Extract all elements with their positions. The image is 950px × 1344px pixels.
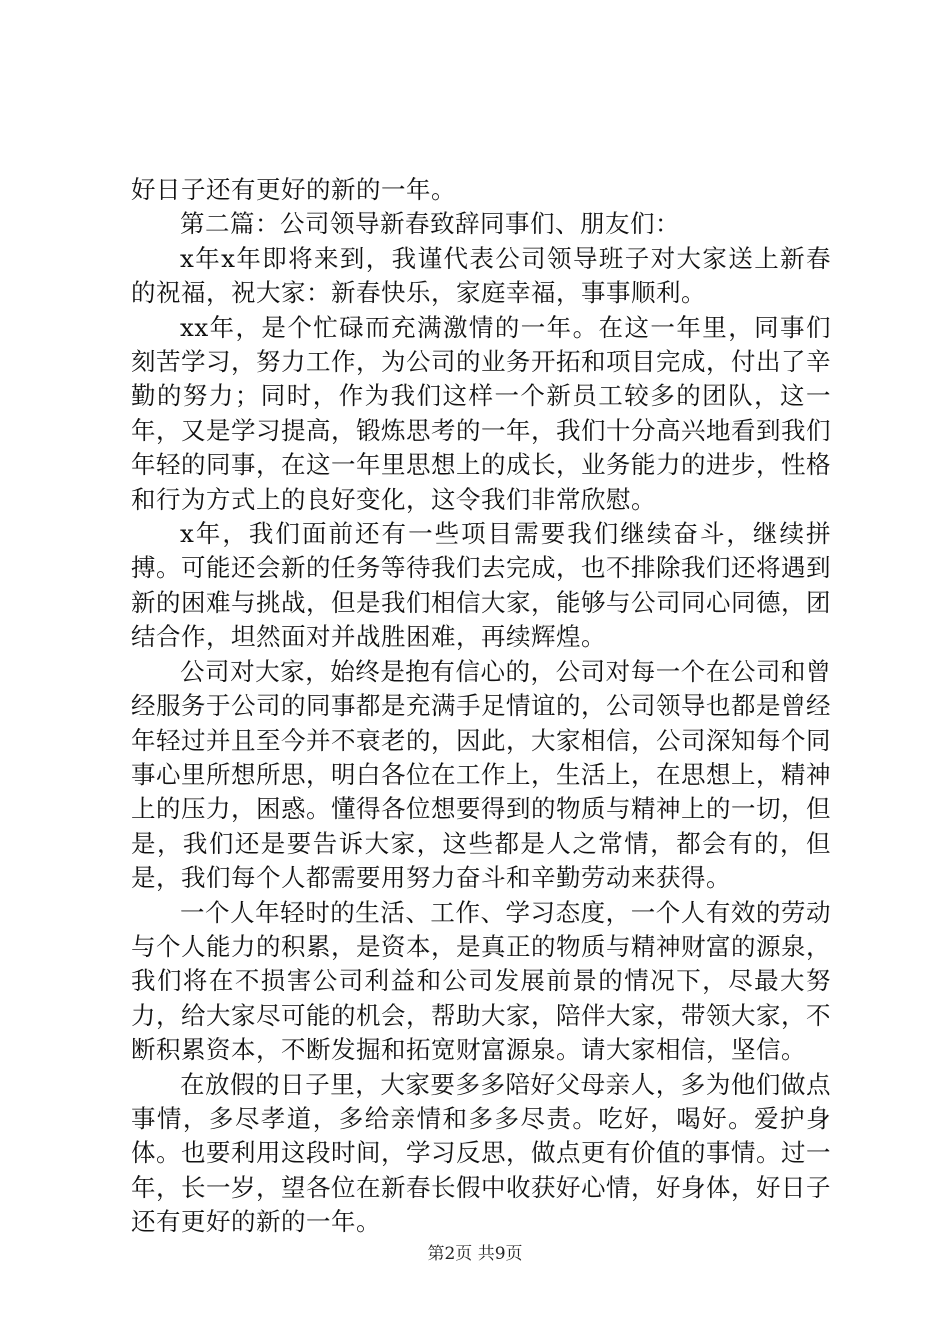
document-body xyxy=(131,173,831,1240)
paragraph: 一个人年轻时的生活、工作、学习态度，一个人有效的劳动与个人能力的积累，是资本，是真正的物质与精神财富的源泉，我们将在不损害公司利益和公司发展前景的情况下，尽最大努力，给大家尽可能的机会，帮助大家，陪伴大家，带领大家，不断积累资本，不断发掘和拓宽财富源泉。请大家相信，坚信。 xyxy=(131,897,831,1065)
section-heading: 第二篇：公司领导新春致辞同事们、朋友们： xyxy=(180,209,680,239)
paragraph: 公司对大家，始终是抱有信心的，公司对每一个在公司和曾经服务于公司的同事都是充满手足情谊的，公司领导也都是曾经年轻过并且至今并不衰老的，因此，大家相信，公司深知每个同事心里所想所思，明白各位在工作上，生活上，在思想上，精神上的压力，困惑。懂得各位想要得到的物质与精神上的一切，但是，我们还是要告诉大家，这些都是人之常情，都会有的，但是，我们每个人都需要用努力奋斗和辛勤劳动来获得。 xyxy=(131,656,831,893)
paragraph: x年x年即将来到，我谨代表公司领导班子对大家送上新春的祝福，祝大家：新春快乐，家庭幸福，事事顺利。 xyxy=(131,243,831,308)
paragraph: 好日子还有更好的新的一年。 xyxy=(131,175,456,204)
page-number-footer: 第2页 共9页 xyxy=(427,1244,523,1264)
paragraph: x年，我们面前还有一些项目需要我们继续奋斗，继续拼搏。可能还会新的任务等待我们去完成，也不排除我们还将遇到新的困难与挑战，但是我们相信大家，能够与公司同心同德，团结合作，坦然面对并战胜困难，再续辉煌。 xyxy=(131,519,831,652)
paragraph: xx年，是个忙碌而充满激情的一年。在这一年里，同事们刻苦学习，努力工作，为公司的业务开拓和项目完成，付出了辛勤的努力；同时，作为我们这样一个新员工较多的团队，这一年，又是学习提高，锻炼思考的一年，我们十分高兴地看到我们年轻的同事，在这一年里思想上的成长，业务能力的进步，性格和行为方式上的良好变化，这令我们非常欣慰。 xyxy=(131,312,831,514)
paragraph: 在放假的日子里，大家要多多陪好父母亲人，多为他们做点事情，多尽孝道，多给亲情和多多尽责。吃好，喝好。爱护身体。也要利用这段时间，学习反思，做点更有价值的事情。过一年，长一岁，望各位在新春长假中收获好心情，好身体，好日子还有更好的新的一年。 xyxy=(131,1069,831,1237)
